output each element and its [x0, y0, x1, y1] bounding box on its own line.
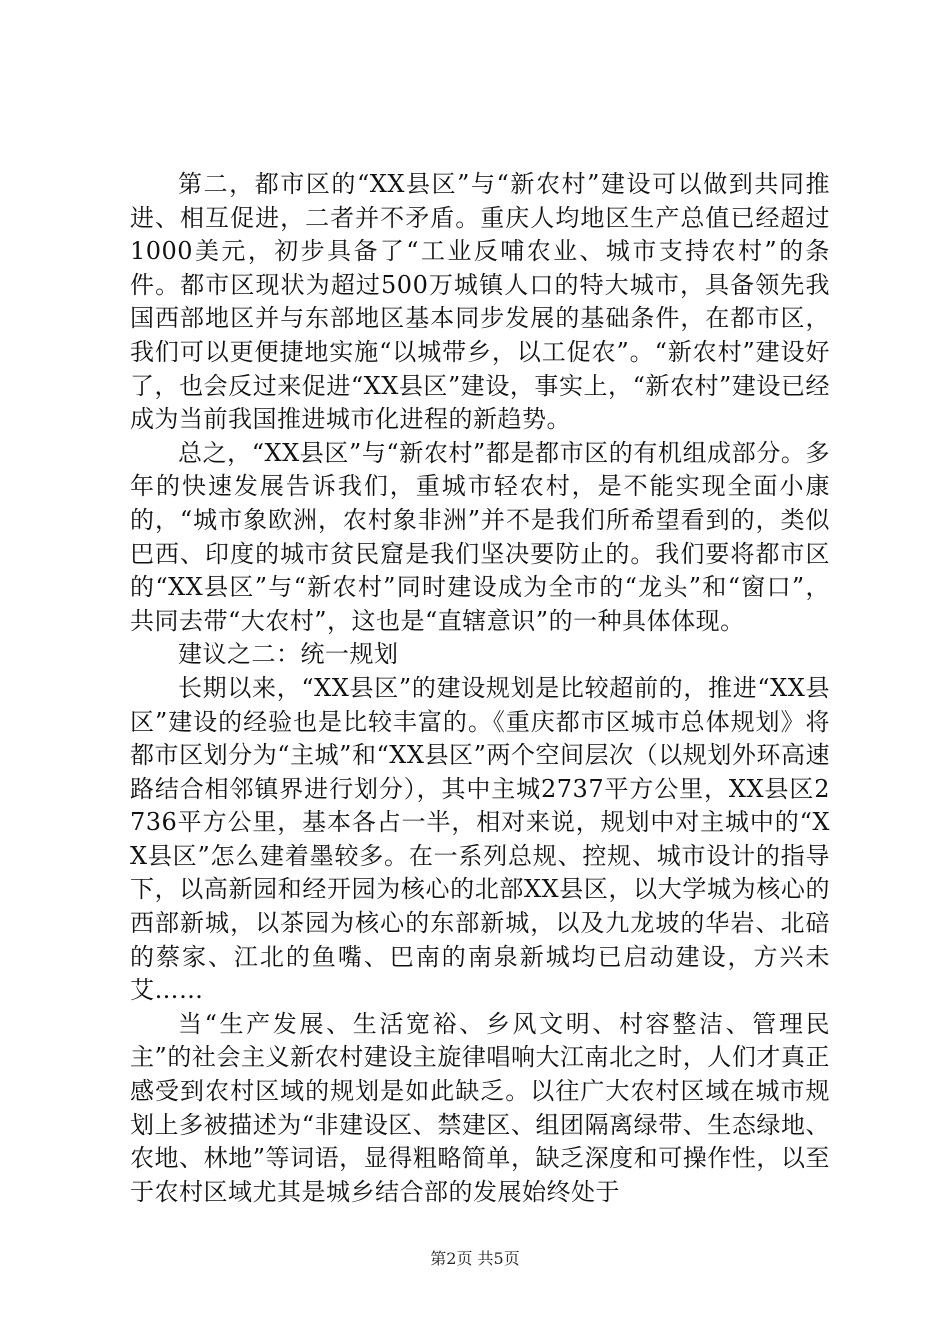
- paragraph-2: 总之，“XX县区”与“新农村”都是都市区的有机组成部分。多年的快速发展告诉我们，重城市轻农村，是不能实现全面小康的，“城市象欧洲，农村象非洲”并不是我们所希望看到的，类似巴西、印度的城市贫民窟是我们坚决要防止的。我们要将都市区的“XX县区”与“新农村”同时建设成为全市的“龙头”和“窗口”，共同去带“大农村”，这也是“直辖意识”的一种具体体现。: [130, 438, 830, 635]
- paragraph-3: 长期以来，“XX县区”的建设规划是比较超前的，推进“XX县区”建设的经验也是比较丰富的。《重庆都市区城市总体规划》将都市区划分为“主城”和“XX县区”两个空间层次（以规划外环高速路结合相邻镇界进行划分），其中主城2737平方公里，XX县区2736平方公里，基本各占一半，相对来说，规划中对主城中的“XX县区”怎么建着墨较多。在一系列总规、控规、城市设计的指导下，以高新园和经开园为核心的北部XX县区，以大学城为核心的西部新城，以茶园为核心的东部新城，以及九龙坡的华岩、北碚的蔡家、江北的鱼嘴、巴南的南泉新城均已启动建设，方兴未艾……: [130, 673, 830, 1005]
- page-footer: 第2页 共5页: [430, 1249, 520, 1268]
- paragraph-1: 第二，都市区的“XX县区”与“新农村”建设可以做到共同推进、相互促进，二者并不矛盾。重庆人均地区生产总值已经超过1000美元，初步具备了“工业反哺农业、城市支持农村”的条件。都市区现状为超过500万城镇人口的特大城市，具备领先我国西部地区并与东部地区基本同步发展的基础条件，在都市区，我们可以更便捷地实施“以城带乡，以工促农”。“新农村”建设好了，也会反过来促进“XX县区”建设，事实上，“新农村”建设已经成为当前我国推进城市化进程的新趋势。: [130, 170, 830, 434]
- section-heading: 建议之二：统一规划: [178, 640, 399, 669]
- document-body: [130, 168, 830, 1209]
- paragraph-4: 当“生产发展、生活宽裕、乡风文明、村容整洁、管理民主”的社会主义新农村建设主旋律唱响大江南北之时，人们才真正感受到农村区域的规划是如此缺乏。以往广大农村区域在城市规划上多被描述为“非建设区、禁建区、组团隔离绿带、生态绿地、农地、林地”等词语，显得粗略简单，缺乏深度和可操作性，以至于农村区域尤其是城乡结合部的发展始终处于: [130, 1009, 830, 1206]
